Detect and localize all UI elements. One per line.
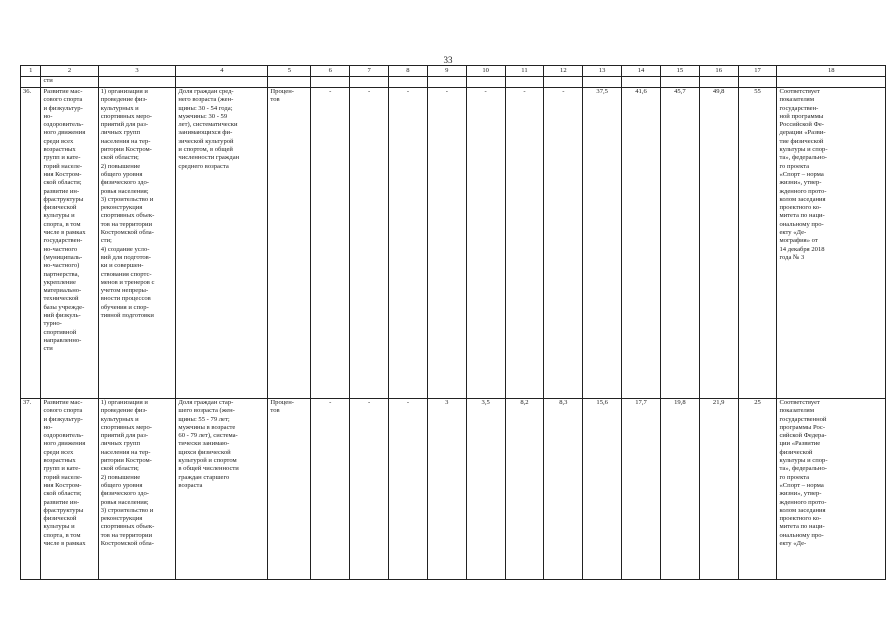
value-cell: - [544, 88, 583, 399]
indicator-cell: Доля граждан стар- шего возраста (жен- щины: 55 - 79 лет; мужчины в возрасте 60 - 79 лет), система- тически занимаю- щихся физической культурой и спортом в общей численности граждан старшего возраста [176, 399, 268, 580]
value-cell: 25 [738, 399, 777, 580]
value-cell: 15,6 [583, 399, 622, 580]
value-cell: 19,8 [660, 399, 699, 580]
value-cell: 8,3 [544, 399, 583, 580]
column-number-row [21, 66, 886, 77]
table-row [21, 399, 886, 580]
value-cell: 21,9 [699, 399, 738, 580]
unit-cell: Процен- тов [268, 88, 311, 399]
column-number: 4 [176, 66, 268, 77]
value-cell: - [427, 88, 466, 399]
value-cell: 3,5 [466, 399, 505, 580]
value-cell: 55 [738, 88, 777, 399]
value-cell: - [466, 88, 505, 399]
value-cell: - [389, 88, 428, 399]
row-number: 36. [21, 88, 41, 399]
value-cell: 49,8 [699, 88, 738, 399]
direction-cell: Развитие мас- сового спорта и физкультур- но- оздоровитель- ного движения среди всех возрастных групп и кате- горий населе- ния Костром- ской области; развитие ин- фраструктуры физической культуры и спорта, в том числе в рамках [41, 399, 98, 580]
column-number: 8 [389, 66, 428, 77]
column-number: 15 [660, 66, 699, 77]
column-number: 6 [311, 66, 350, 77]
note-cell: Соответствует показателям государствен- ной программы Российской Фе- дерации «Разви- тие физической культуры и спор- та», федерально- го проекта «Спорт – норма жизни», утвер- жденного прото- колом заседания проектного ко- митета по наци- ональному про- екту «Де- мография» от 14 декабря 2018 года № 3 [777, 88, 886, 399]
column-number: 12 [544, 66, 583, 77]
value-cell: 8,2 [505, 399, 544, 580]
continued-row [21, 77, 886, 88]
column-number: 1 [21, 66, 41, 77]
column-number: 16 [699, 66, 738, 77]
note-cell: Соответствует показателям государственной программы Рос- сийской Федера- ции «Развитие физической культуры и спор- та», федерально- го проекта «Спорт – норма жизни», утвер- жденного прото- колом заседания проектного ко- митета по наци- ональному про- екту «Де- [777, 399, 886, 580]
column-number: 2 [41, 66, 98, 77]
value-cell: - [311, 399, 350, 580]
column-number: 3 [98, 66, 176, 77]
value-cell: 41,6 [622, 88, 661, 399]
measures-cell: 1) организация и проведение физ- культурных и спортивных меро- приятий для раз- личных групп населения на тер- ритории Костром- ской области; 2) повышение общего уровня физического здо- ровья населения; 3) строительство и реконструкция спортивных объек- тов на территории Костромской обла- сти; 4) создание усло- вий для подготов- ки и совершен- ствования спортс- менов и тренеров с учетом непреры- вности процессов обучения и спор- тивной подготовки [98, 88, 176, 399]
row-number: 37. [21, 399, 41, 580]
value-cell: 17,7 [622, 399, 661, 580]
value-cell: - [505, 88, 544, 399]
page-number: 33 [443, 55, 453, 65]
column-number: 5 [268, 66, 311, 77]
column-number: 10 [466, 66, 505, 77]
value-cell: 45,7 [660, 88, 699, 399]
value-cell: - [350, 399, 389, 580]
column-number: 14 [622, 66, 661, 77]
column-number: 17 [738, 66, 777, 77]
column-number: 13 [583, 66, 622, 77]
column-number: 9 [427, 66, 466, 77]
value-cell: - [311, 88, 350, 399]
column-number: 11 [505, 66, 544, 77]
indicators-table [20, 65, 886, 580]
indicator-cell: Доля граждан сред- него возраста (жен- щины: 30 - 54 года; мужчины: 30 - 59 лет), систематически занимающихся фи- зической культурой и спортом, в общей численности граждан среднего возраста [176, 88, 268, 399]
column-number: 18 [777, 66, 886, 77]
column-number: 7 [350, 66, 389, 77]
value-cell: 3 [427, 399, 466, 580]
measures-cell: 1) организация и проведение физ- культурных и спортивных меро- приятий для раз- личных групп населения на тер- ритории Костром- ской области; 2) повышение общего уровня физического здо- ровья населения; 3) строительство и реконструкция спортивных объек- тов на территории Костромской обла- [98, 399, 176, 580]
value-cell: - [350, 88, 389, 399]
value-cell: - [389, 399, 428, 580]
table-row [21, 88, 886, 399]
continued-text: сти [41, 77, 98, 88]
value-cell: 37,5 [583, 88, 622, 399]
direction-cell: Развитие мас- сового спорта и физкультур- но- оздоровитель- ного движения среди всех возрастных групп и кате- горий населе- ния Костром- ской области; развитие ин- фраструктуры физической культуры и спорта, в том числе в рамках государствен- но-частного (муниципаль- но-частного) партнерства, укрепление материально- технической базы учрежде- ний физкуль- турно- спортивной направленно- сти [41, 88, 98, 399]
unit-cell: Процен- тов [268, 399, 311, 580]
